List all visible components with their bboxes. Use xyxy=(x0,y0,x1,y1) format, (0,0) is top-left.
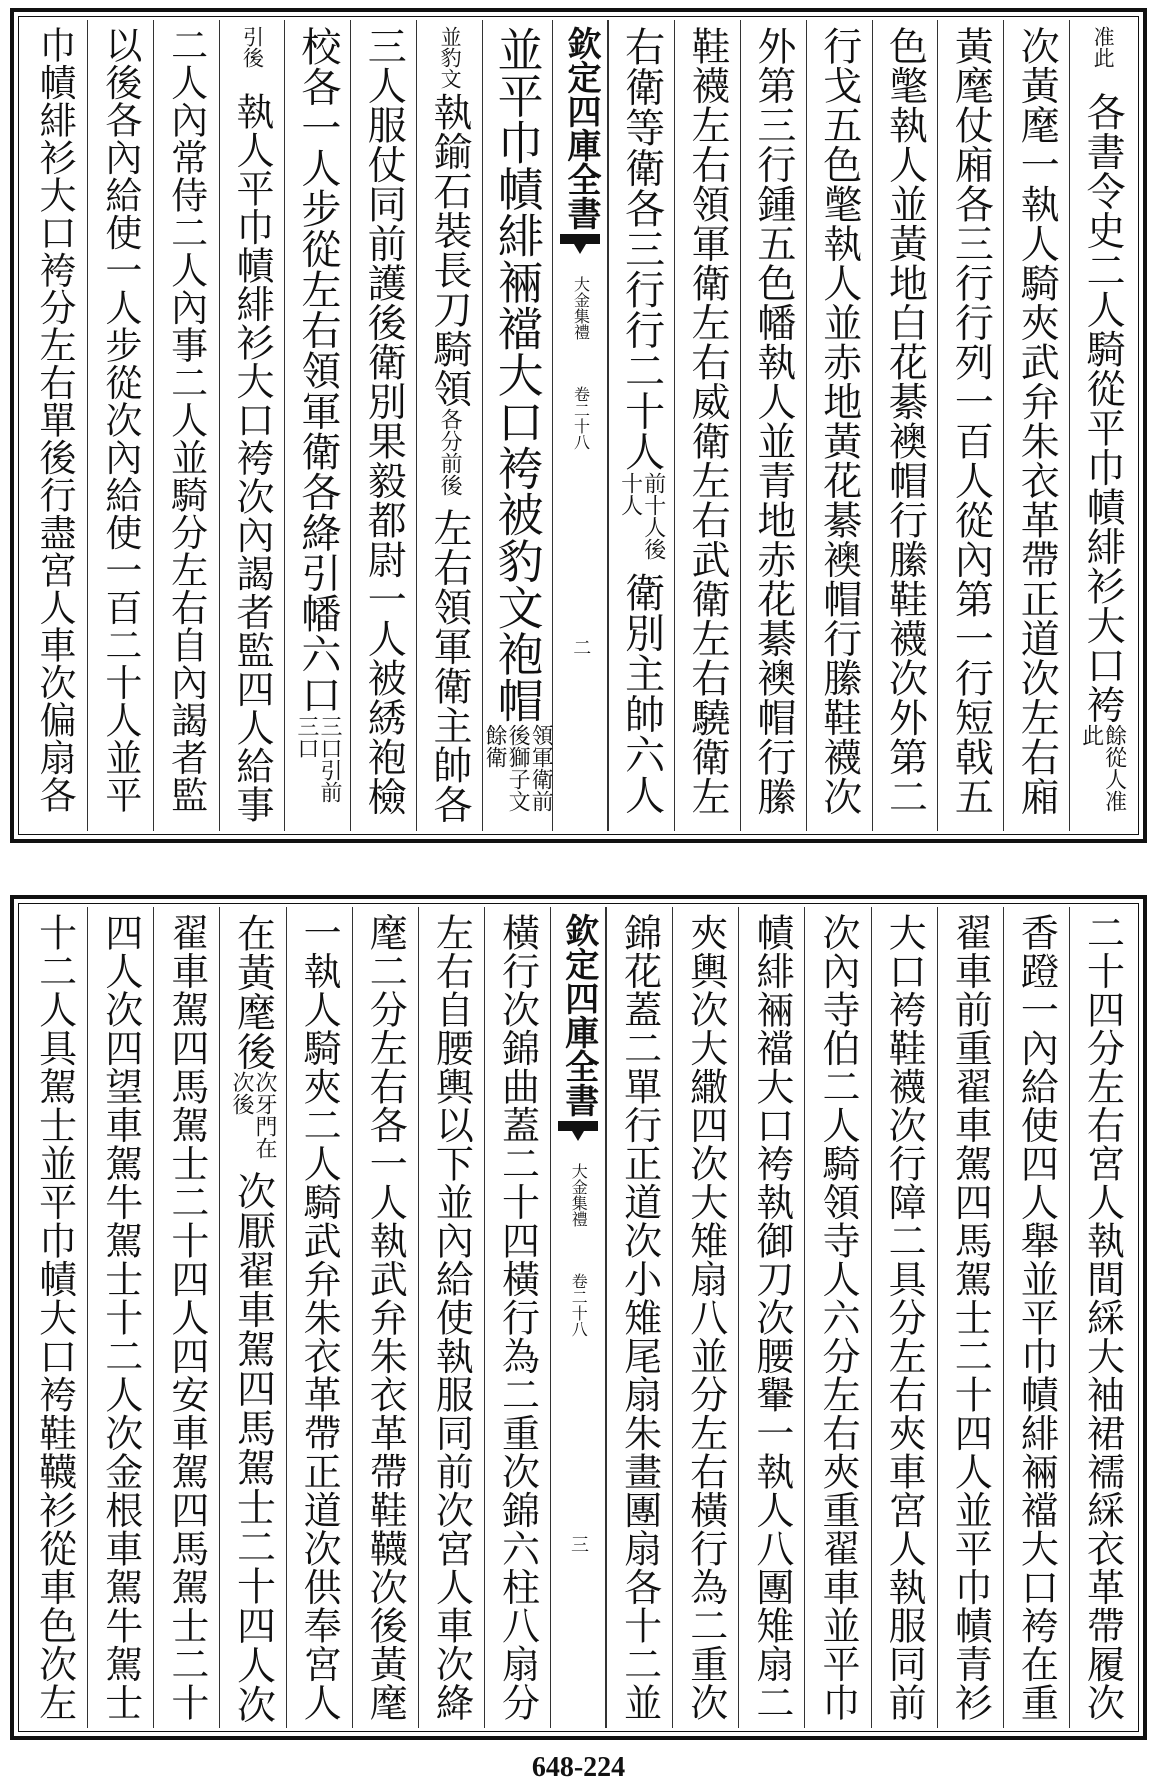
column-text: 翟車前重翟車駕四馬駕士二十四人並平巾幘青衫 xyxy=(948,913,993,1722)
column-text: 各書令史二人騎從平巾幘緋衫大口袴 xyxy=(1080,92,1126,724)
text-column xyxy=(219,907,285,1728)
text-column xyxy=(738,907,804,1728)
annotation: 餘從人准此 xyxy=(1078,724,1127,812)
folio-number: 三 xyxy=(568,1535,589,1553)
column-text: 十二人具駕士並平巾幘大口袴鞋韈衫從車色次左 xyxy=(32,913,77,1722)
column-text: 並平巾幘緋裲襠大口袴被豹文袍帽 xyxy=(490,26,545,724)
column-text: 一執人騎夾二人騎武弁朱衣革帶正道次供奉宮人 xyxy=(297,913,342,1722)
annotation: 三口引前三口 xyxy=(293,714,342,803)
book-title: 大金集禮 xyxy=(571,276,591,340)
text-column xyxy=(1069,20,1135,831)
text-column xyxy=(484,907,550,1728)
annotation: 引後 xyxy=(240,26,265,68)
text-column xyxy=(22,907,87,1728)
volume-label: 卷二十八 xyxy=(571,386,591,450)
book-title: 大金集禮 xyxy=(569,1163,589,1227)
center-header-strip xyxy=(550,907,606,1728)
column-text: 巾幘緋衫大口袴分左右單後行盡宮人車次偏扇各 xyxy=(32,26,76,814)
fishtail-ornament-icon xyxy=(560,234,600,256)
column-text: 幘緋裲襠大口袴執御刀次腰轝一執人八團雉扇二 xyxy=(749,913,794,1722)
bottom-page-columns xyxy=(22,907,1135,1728)
text-column xyxy=(674,20,740,831)
text-column xyxy=(350,20,416,831)
column-text: 黃麾仗廂各三行行列一百人從內第一行短戟五 xyxy=(948,26,994,816)
text-column xyxy=(416,20,482,831)
column-text: 次內寺伯二人騎領寺人六分左右夾重翟車並平巾 xyxy=(815,913,860,1722)
column-text: 二十四分左右宮人執間綵大袖裙襦綵衣革帶履次 xyxy=(1080,913,1125,1722)
column-text: 行戈五色氅執人並赤地黃花綦襖帽行縢鞋襪次 xyxy=(816,26,862,816)
column-text: 四人次四望車駕牛駕士十二人次金根車駕牛駕士 xyxy=(98,913,143,1722)
center-header-strip xyxy=(552,20,608,831)
annotation: 並豹文 xyxy=(438,26,463,89)
top-page-frame xyxy=(10,8,1147,843)
column-text: 夾輿次大繖四次大雉扇八並分左右橫行為二重次 xyxy=(683,913,728,1722)
folio-number: 二 xyxy=(570,638,592,656)
text-column xyxy=(937,20,1003,831)
text-column xyxy=(153,20,219,831)
column-text: 翟車駕四馬駕士二十四人四安車駕四馬駕士二十 xyxy=(164,913,209,1722)
column-text: 香蹬一內給使四人舉並平巾幘緋裲襠大口袴在重 xyxy=(1014,913,1059,1722)
column-text: 大口袴鞋襪次行障二具分左右夾車宮人執服同前 xyxy=(882,913,927,1722)
text-column xyxy=(284,20,350,831)
text-column xyxy=(871,907,937,1728)
book-series-title: 欽定四庫全書 xyxy=(560,26,601,230)
book-series-title: 欽定四庫全書 xyxy=(558,913,599,1117)
text-column xyxy=(740,20,806,831)
column-text: 次厭翟車駕四馬駕士二十四人次 xyxy=(230,1171,276,1724)
text-column xyxy=(1003,907,1069,1728)
column-text: 錦花蓋二單行正道次小雉尾扇朱畫團扇各十二並 xyxy=(617,913,662,1722)
text-column xyxy=(482,20,552,831)
column-text: 執鍮石裝長刀騎領 xyxy=(427,92,473,408)
text-column xyxy=(806,20,872,831)
column-text: 執人平巾幘緋衫大口袴次內謁者監四人給事 xyxy=(230,92,275,824)
column-text: 次黃麾一執人騎夾武弁朱衣革帶正道次左右廂 xyxy=(1014,26,1060,816)
column-text: 以後各內給使一人步從次內給使一百二十人並平 xyxy=(98,26,142,814)
annotation: 次牙門在次後 xyxy=(228,1071,278,1159)
column-text: 橫行次錦曲蓋二十四橫行為二重次錦六柱八扇分 xyxy=(495,913,540,1722)
text-column xyxy=(352,907,418,1728)
column-text: 外第三行鍾五色幡執人並青地赤花綦襖帽行縢 xyxy=(750,26,796,816)
column-text: 在黃麾後 xyxy=(230,913,276,1071)
text-column xyxy=(286,907,352,1728)
column-text: 二人內常侍二人內事二人並騎分左右自內謁者監 xyxy=(164,26,208,814)
text-column xyxy=(87,907,153,1728)
text-column xyxy=(937,907,1003,1728)
text-column xyxy=(418,907,484,1728)
text-column xyxy=(1003,20,1069,831)
column-text: 左右領軍衛主帥各 xyxy=(427,508,473,824)
text-column xyxy=(219,20,285,831)
column-text: 衛別主帥六人 xyxy=(618,571,665,815)
top-page-columns xyxy=(22,20,1135,831)
column-text: 三人服仗同前護後衛別果毅都尉一人被綉袍檢 xyxy=(361,26,407,816)
text-column xyxy=(22,20,87,831)
column-text: 校各一人步從左右領軍衛各絳引幡六口 xyxy=(294,26,341,715)
text-column xyxy=(672,907,738,1728)
bottom-page-frame xyxy=(10,895,1147,1740)
column-text: 左右自腰輿以下並內給使執服同前次宮人車次絳 xyxy=(429,913,474,1722)
annotation: 各分前後 xyxy=(437,408,463,496)
text-column xyxy=(872,20,938,831)
volume-label: 卷二十八 xyxy=(569,1273,589,1337)
column-text: 色氅執人並黃地白花綦襖帽行縢鞋襪次外第二 xyxy=(882,26,928,816)
text-column xyxy=(804,907,870,1728)
text-column xyxy=(606,907,672,1728)
fishtail-ornament-icon xyxy=(558,1121,598,1143)
column-text: 鞋襪左右領軍衛左右威衛左右武衛左右驍衛左 xyxy=(685,26,731,816)
annotation: 領軍衛前後獅子文餘衛 xyxy=(482,723,554,812)
text-column xyxy=(153,907,219,1728)
annotation: 前十人後十人 xyxy=(617,471,666,560)
text-column xyxy=(87,20,153,831)
column-text: 麾二分左右各一人執武弁朱衣革帶鞋韈次後黃麾 xyxy=(363,913,408,1722)
annotation: 准此 xyxy=(1091,26,1116,68)
page-number: 648-224 xyxy=(531,1752,626,1783)
text-column xyxy=(1069,907,1135,1728)
column-text: 右衛等衛各三行行二十人 xyxy=(618,26,665,472)
text-column xyxy=(608,20,674,831)
